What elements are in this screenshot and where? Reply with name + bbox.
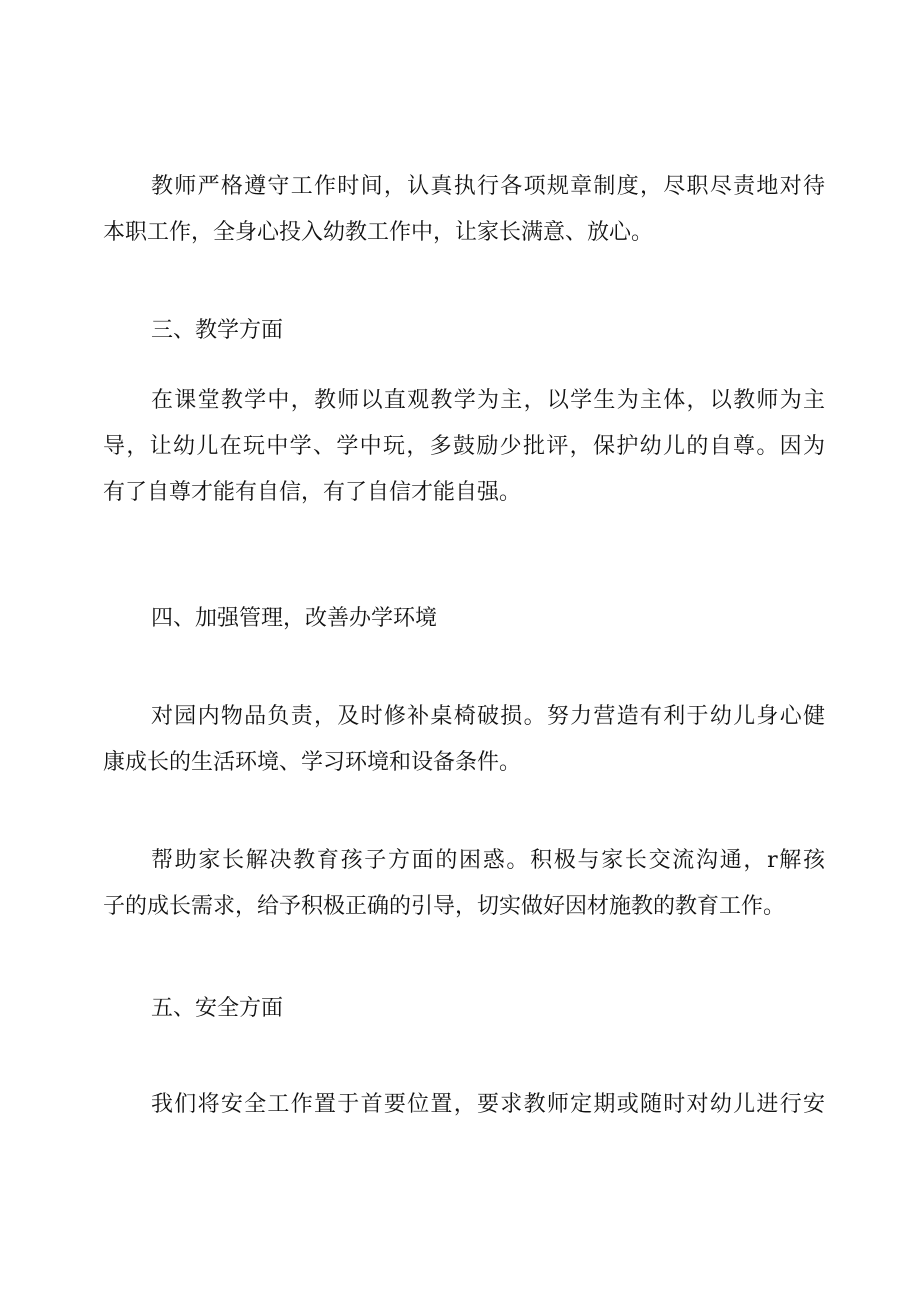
section-heading-teaching (103, 308, 825, 354)
paragraph-line: 对园内物品负责，及时修补桌椅破损。努力营造有利于幼儿身心健 (151, 704, 825, 729)
paragraph-line: 有了自尊才能有自信，有了自信才能自强。 (103, 480, 522, 505)
paragraph-line: 在课堂教学中，教师以直观教学为主，以学生为主体，以教师为主 (151, 388, 825, 413)
paragraph-parents (103, 838, 825, 930)
heading-text: 五、安全方面 (151, 996, 284, 1021)
paragraph-teaching (103, 378, 825, 516)
paragraph-line: 教师严格遵守工作时间，认真执行各项规章制度，尽职尽责地对待 (151, 174, 825, 199)
section-heading-management (103, 596, 825, 642)
paragraph-line: 本职工作，全身心投入幼教工作中，让家长满意、放心。 (103, 220, 654, 245)
section-heading-safety (103, 986, 825, 1032)
heading-text: 四、加强管理，改善办学环境 (151, 606, 438, 631)
paragraph-facilities (103, 694, 825, 786)
paragraph-line: 康成长的生活环境、学习环境和设备条件。 (103, 750, 522, 775)
paragraph-line: 我们将安全工作置于首要位置，要求教师定期或随时对幼儿进行安 (151, 1092, 825, 1117)
paragraph-line: 子的成长需求，给予积极正确的引导，切实做好因材施教的教育工作。 (103, 894, 786, 919)
paragraph-work-discipline (103, 164, 825, 256)
paragraph-safety (103, 1082, 825, 1128)
paragraph-line: 帮助家长解决教育孩子方面的困惑。积极与家长交流沟通，r解孩 (151, 848, 825, 873)
heading-text: 三、教学方面 (151, 318, 284, 343)
paragraph-line: 导，让幼儿在玩中学、学中玩，多鼓励少批评，保护幼儿的自尊。因为 (103, 434, 825, 459)
